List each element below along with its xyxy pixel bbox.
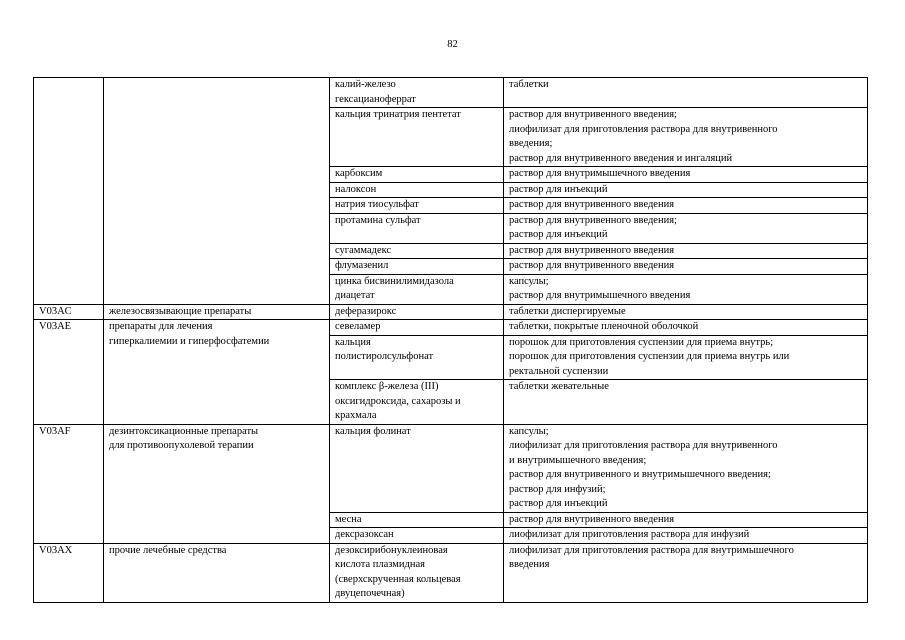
dosage-form-cell [504,512,868,528]
dosage-form-cell [504,198,868,214]
group-cell [104,78,330,305]
drug-name-cell-line: севеламер [335,321,381,332]
dosage-form-cell-line: раствор для внутривенного введения [509,260,675,271]
drug-name-cell [330,78,504,108]
drug-name-cell-line: комплекс β-железа (III) [335,381,439,392]
drug-name-cell-line: протамина сульфат [335,214,421,226]
dosage-form-cell-line: порошок для приготовления суспензии для приема внутрь; [509,336,774,348]
dosage-form-cell-line: и внутримышечного введения; [509,454,647,466]
atc-code-cell: V03AX [34,543,104,602]
drug-name-cell [330,304,504,320]
drug-name-cell [330,528,504,544]
drug-name-cell-line: гексацианоферрат [335,93,416,105]
group-cell [104,320,330,425]
page-number: 82 [447,39,458,50]
group-cell-line: дезинтоксикационные препараты [109,425,259,437]
table-row [34,320,868,336]
drug-name-cell [330,108,504,167]
drug-name-cell-line: натрия тиосульфат [335,199,419,210]
drug-name-cell-line: флумазенил [335,260,389,271]
dosage-form-cell-line: раствор для внутривенного введения и ингаляций [509,152,733,164]
group-cell [104,543,330,602]
drug-name-cell [330,274,504,304]
dosage-form-cell [504,380,868,425]
dosage-form-cell-line: таблетки, покрытые пленочной оболочкой [509,321,699,332]
dosage-form-cell [504,259,868,275]
dosage-form-cell-line: капсулы; [509,425,549,437]
drug-name-cell-line: (сверхскрученная кольцевая [335,573,461,585]
dosage-form-cell-line: раствор для внутривенного и внутримышечного введения; [509,469,771,480]
drug-name-cell [330,243,504,259]
dosage-form-cell-line: таблетки жевательные [509,381,609,392]
group-cell-line: прочие лечебные средства [109,544,227,556]
table-row [34,543,868,602]
dosage-form-cell-line: введения; [509,138,553,149]
dosage-form-cell-line: раствор для внутривенного введения; [509,214,677,226]
dosage-form-cell-line: лиофилизат для приготовления раствора для инфузий [509,529,750,540]
dosage-form-cell-line: раствор для инъекций [509,498,608,509]
dosage-form-cell [504,243,868,259]
dosage-form-cell [504,543,868,602]
drug-name-cell [330,213,504,243]
dosage-form-cell-line: таблетки диспергируемые [509,305,626,317]
dosage-form-cell-line: раствор для внутривенного введения [509,244,675,256]
atc-code-cell: V03AF [34,424,104,543]
drug-table [33,77,868,603]
group-cell-line: гиперкалиемии и гиперфосфатемии [109,335,270,347]
dosage-form-cell-line: ректальной суспензии [509,365,609,377]
dosage-form-cell-line: раствор для инъекций [509,183,608,195]
drug-name-cell [330,380,504,425]
drug-name-cell [330,259,504,275]
dosage-form-cell-line: раствор для инъекций [509,229,608,240]
dosage-form-cell-line: лиофилизат для приготовления раствора для внутривенного [509,440,778,451]
drug-name-cell [330,320,504,336]
dosage-form-cell [504,167,868,183]
drug-name-cell [330,182,504,198]
dosage-form-cell [504,304,868,320]
table-row [34,304,868,320]
drug-name-cell [330,512,504,528]
drug-name-cell-line: кальция тринатрия пентетат [335,109,461,120]
dosage-form-cell [504,182,868,198]
drug-name-cell-line: карбоксим [335,168,383,179]
drug-name-cell-line: крахмала [335,410,377,421]
dosage-form-cell-line: порошок для приготовления суспензии для приема внутрь или [509,351,790,362]
dosage-form-cell [504,108,868,167]
dosage-form-cell-line: раствор для внутримышечного введения [509,168,691,179]
dosage-form-cell-line: раствор для внутривенного введения; [509,109,677,120]
dosage-form-cell-line: капсулы; [509,275,549,287]
atc-code-cell: V03AC [34,304,104,320]
dosage-form-cell [504,274,868,304]
drug-name-cell-line: кислота плазмидная [335,559,425,570]
group-cell-line: железосвязывающие препараты [109,305,252,317]
dosage-form-cell [504,335,868,380]
dosage-form-cell-line: таблетки [509,79,549,90]
dosage-form-cell [504,213,868,243]
dosage-form-cell-line: лиофилизат для приготовления раствора для внутримышечного [509,544,794,556]
drug-name-cell-line: налоксон [335,183,377,195]
drug-name-cell-line: деферазирокс [335,305,397,317]
dosage-form-cell-line: раствор для внутримышечного введения [509,290,691,301]
group-cell-line: препараты для лечения [109,321,213,332]
table-row [34,78,868,108]
drug-name-cell-line: диацетат [335,290,375,301]
group-cell [104,304,330,320]
drug-name-cell-line: кальция фолинат [335,425,411,437]
drug-name-cell-line: месна [335,513,362,525]
drug-name-cell-line: калий-железо [335,79,396,90]
drug-name-cell-line: полистиролсульфонат [335,351,434,362]
atc-code-cell [34,78,104,305]
table-row [34,424,868,512]
atc-code-cell: V03AE [34,320,104,425]
drug-name-cell [330,198,504,214]
drug-name-cell-line: оксигидроксида, сахарозы и [335,395,461,407]
drug-name-cell-line: сугаммадекс [335,244,392,256]
drug-name-cell-line: дексразоксан [335,529,394,540]
dosage-form-cell-line: раствор для внутривенного введения [509,199,675,210]
drug-name-cell-line: кальция [335,336,371,348]
drug-name-cell [330,167,504,183]
dosage-form-cell [504,78,868,108]
group-cell-line: для противоопухолевой терапии [109,440,254,451]
dosage-form-cell-line: введения [509,559,550,570]
group-cell [104,424,330,543]
drug-name-cell-line: цинка бисвинилимидазола [335,275,454,287]
drug-name-cell-line: дезоксирибонуклеиновая [335,544,448,556]
drug-name-cell [330,424,504,512]
dosage-form-cell-line: лиофилизат для приготовления раствора для внутривенного [509,123,778,135]
dosage-form-cell [504,528,868,544]
drug-name-cell [330,543,504,602]
drug-name-cell-line: двуцепочечная) [335,588,405,599]
drug-name-cell [330,335,504,380]
dosage-form-cell-line: раствор для внутривенного введения [509,513,675,525]
dosage-form-cell [504,424,868,512]
dosage-form-cell [504,320,868,336]
dosage-form-cell-line: раствор для инфузий; [509,483,606,495]
